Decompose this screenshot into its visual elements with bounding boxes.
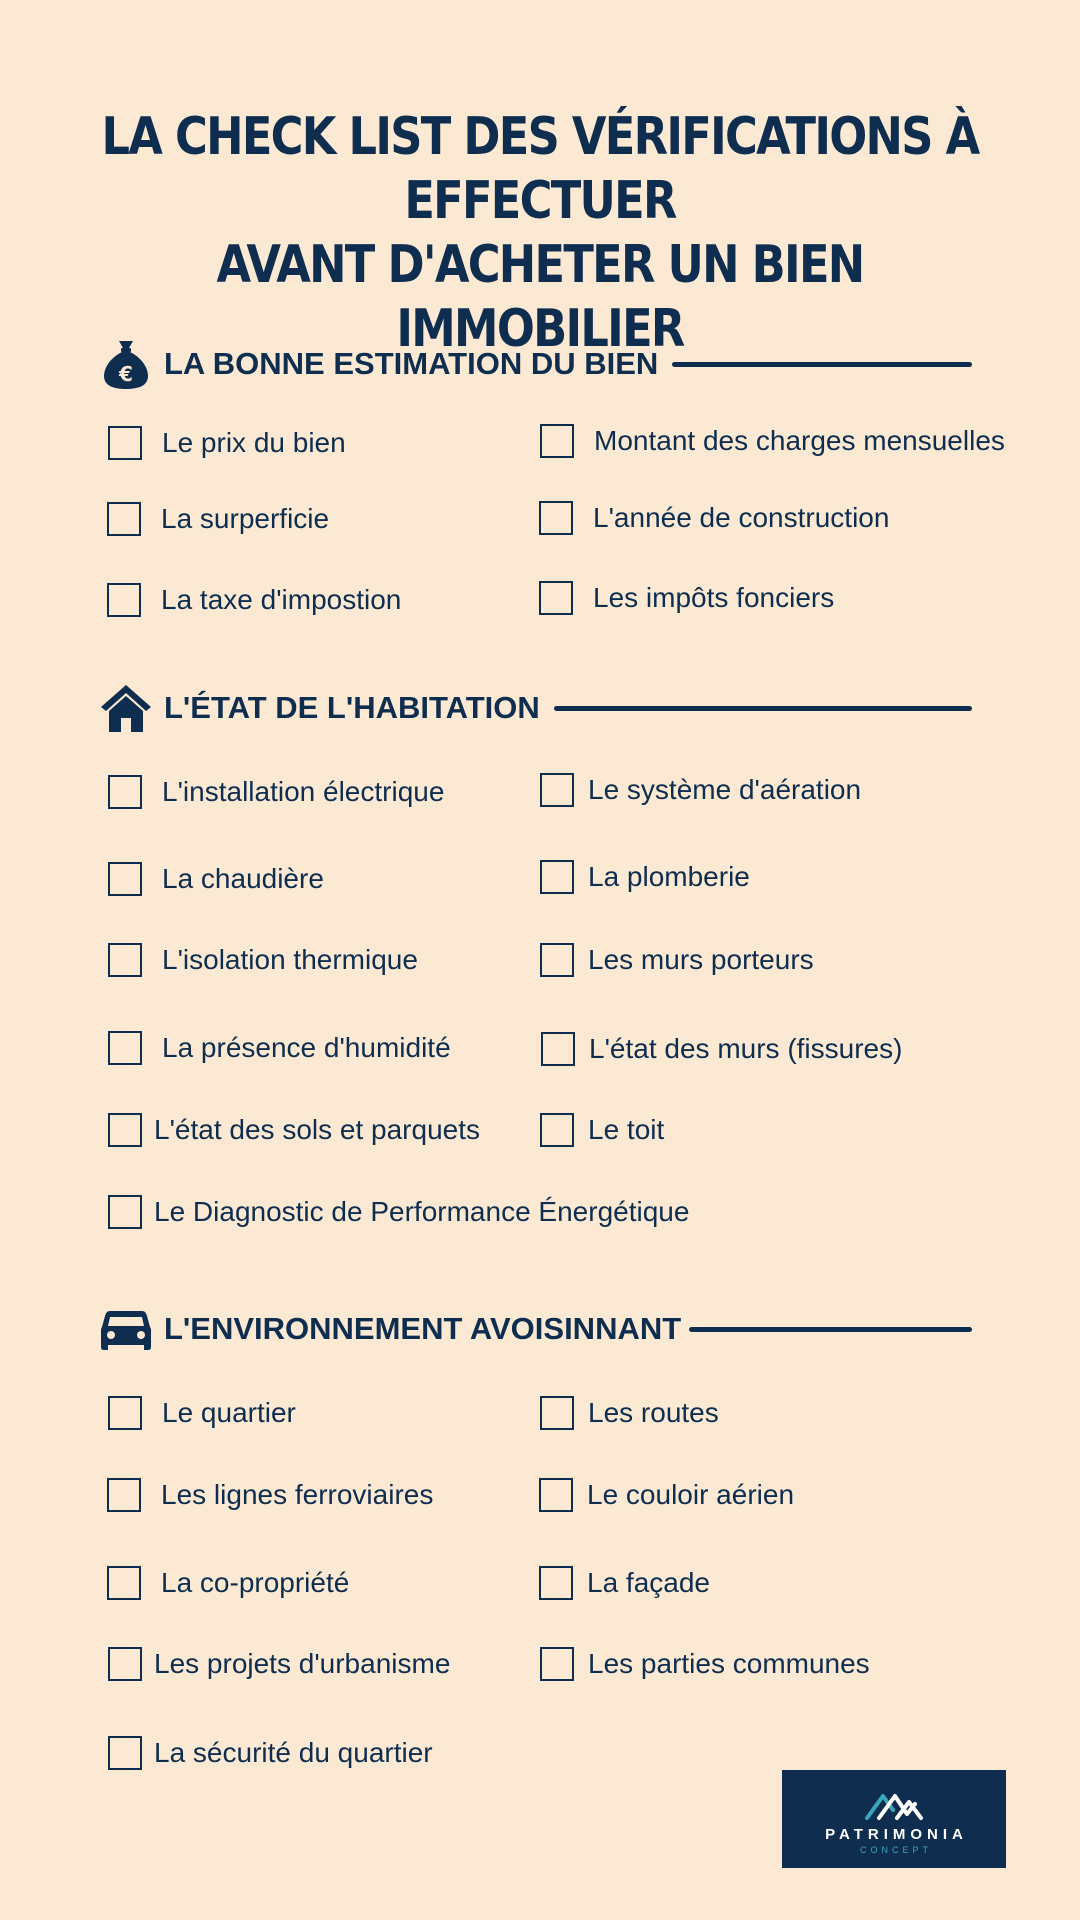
checkbox[interactable] <box>108 426 142 460</box>
logo-mark-icon <box>863 1788 925 1822</box>
checklist-item-label: La surperficie <box>161 503 330 534</box>
checklist-item-label: La plomberie <box>588 861 750 892</box>
checklist-item-label: Le couloir aérien <box>587 1479 795 1510</box>
section-divider <box>689 1327 972 1332</box>
checkbox[interactable] <box>540 1113 574 1147</box>
checklist-item-label: Le Diagnostic de Performance Énergétique <box>154 1196 690 1227</box>
logo-brand-text: PATRIMONIA <box>825 1826 968 1843</box>
section-header-environnement <box>98 1299 972 1359</box>
checklist-item-label: La façade <box>587 1567 710 1598</box>
checklist-item-label: Montant des charges mensuelles <box>594 425 1005 456</box>
house-icon <box>98 680 154 736</box>
checklist-item-label: Les lignes ferroviaires <box>161 1479 434 1510</box>
checklist-item-label: L'état des sols et parquets <box>154 1114 480 1145</box>
checkbox[interactable] <box>539 1478 573 1512</box>
checklist-item-parties-communes[interactable] <box>540 1644 870 1684</box>
checklist-item-label: La taxe d'impostion <box>161 584 402 615</box>
checklist-item-copropriete[interactable] <box>107 1563 349 1603</box>
checklist-item-label: L'installation électrique <box>162 776 445 807</box>
checklist-item-surperficie[interactable] <box>107 499 329 539</box>
checklist-item-charges[interactable] <box>540 421 1005 461</box>
checklist-item-prix[interactable] <box>108 423 346 463</box>
checklist-item-facade[interactable] <box>539 1563 710 1603</box>
checkbox[interactable] <box>107 502 141 536</box>
checkbox[interactable] <box>539 1566 573 1600</box>
checklist-item-label: Le quartier <box>162 1397 296 1428</box>
checkbox[interactable] <box>540 943 574 977</box>
car-icon <box>98 1301 154 1357</box>
patrimonia-logo <box>782 1770 1006 1868</box>
checklist-item-label: Le toit <box>588 1114 665 1145</box>
checklist-item-label: Les projets d'urbanisme <box>154 1648 451 1679</box>
checklist-item-toit[interactable] <box>540 1110 664 1150</box>
checkbox[interactable] <box>540 773 574 807</box>
checklist-item-aeration[interactable] <box>540 770 861 810</box>
page-title <box>76 105 1005 361</box>
checklist-item-murs-porteurs[interactable] <box>540 940 814 980</box>
checklist-item-label: Les murs porteurs <box>588 944 814 975</box>
checklist-item-taxe[interactable] <box>107 580 401 620</box>
checklist-item-routes[interactable] <box>540 1393 719 1433</box>
money-bag-euro-icon <box>98 336 154 392</box>
checkbox[interactable] <box>108 1396 142 1430</box>
logo-sub-text: CONCEPT <box>859 1845 932 1855</box>
checkbox[interactable] <box>107 583 141 617</box>
checkbox[interactable] <box>108 1031 142 1065</box>
section-header-estimation <box>98 334 972 394</box>
checkbox[interactable] <box>107 1478 141 1512</box>
section-heading-habitation: L'ÉTAT DE L'HABITATION <box>164 690 540 725</box>
checklist-item-label: Le prix du bien <box>162 427 346 458</box>
checklist-item-label: La chaudière <box>162 863 324 894</box>
checklist-item-quartier[interactable] <box>108 1393 296 1433</box>
checkbox[interactable] <box>108 1195 142 1229</box>
checkbox[interactable] <box>541 1032 575 1066</box>
checklist-item-isolation[interactable] <box>108 940 418 980</box>
checklist-item-ferroviaires[interactable] <box>107 1475 433 1515</box>
checklist-item-dpe[interactable] <box>108 1192 689 1232</box>
section-heading-estimation: LA BONNE ESTIMATION DU BIEN <box>164 346 659 381</box>
checklist-item-urbanisme[interactable] <box>108 1644 450 1684</box>
checkbox[interactable] <box>540 860 574 894</box>
checklist-item-label: La co-propriété <box>161 1567 350 1598</box>
checklist-item-plomberie[interactable] <box>540 857 750 897</box>
section-divider <box>672 362 972 367</box>
section-header-habitation <box>98 678 972 738</box>
page-title-line-1: LA CHECK LIST DES VÉRIFICATIONS À EFFECTUER <box>101 107 979 231</box>
checkbox[interactable] <box>108 1113 142 1147</box>
checkbox[interactable] <box>108 1736 142 1770</box>
checklist-item-chaudiere[interactable] <box>108 859 324 899</box>
checkbox[interactable] <box>539 581 573 615</box>
checklist-item-label: L'isolation thermique <box>162 944 418 975</box>
checklist-item-label: La présence d'humidité <box>162 1032 451 1063</box>
checklist-item-couloir[interactable] <box>539 1475 794 1515</box>
checkbox[interactable] <box>108 943 142 977</box>
checklist-item-electrique[interactable] <box>108 772 444 812</box>
checklist-item-label: Les routes <box>588 1397 719 1428</box>
checklist-item-humidite[interactable] <box>108 1028 451 1068</box>
checklist-item-label: La sécurité du quartier <box>154 1737 433 1768</box>
checklist-item-fissures[interactable] <box>541 1029 902 1069</box>
section-divider <box>554 706 972 711</box>
checkbox[interactable] <box>540 1396 574 1430</box>
checkbox[interactable] <box>108 862 142 896</box>
page-title-line-2: AVANT D'ACHETER UN BIEN IMMOBILIER <box>216 235 864 359</box>
checkbox[interactable] <box>108 775 142 809</box>
checklist-item-label: Le système d'aération <box>588 774 862 805</box>
checklist-item-sols[interactable] <box>108 1110 480 1150</box>
checklist-item-securite[interactable] <box>108 1733 433 1773</box>
checklist-item-label: L'état des murs (fissures) <box>589 1033 903 1064</box>
checklist-item-label: Les parties communes <box>588 1648 870 1679</box>
checklist-item-label: Les impôts fonciers <box>593 582 835 613</box>
checkbox[interactable] <box>540 424 574 458</box>
section-heading-environnement: L'ENVIRONNEMENT AVOISINNANT <box>164 1311 682 1346</box>
checkbox[interactable] <box>108 1647 142 1681</box>
checklist-item-label: L'année de construction <box>593 502 890 533</box>
checklist-item-impots[interactable] <box>539 578 834 618</box>
svg-text:€: € <box>119 362 133 386</box>
checkbox[interactable] <box>540 1647 574 1681</box>
checklist-item-annee[interactable] <box>539 498 889 538</box>
checkbox[interactable] <box>539 501 573 535</box>
checkbox[interactable] <box>107 1566 141 1600</box>
